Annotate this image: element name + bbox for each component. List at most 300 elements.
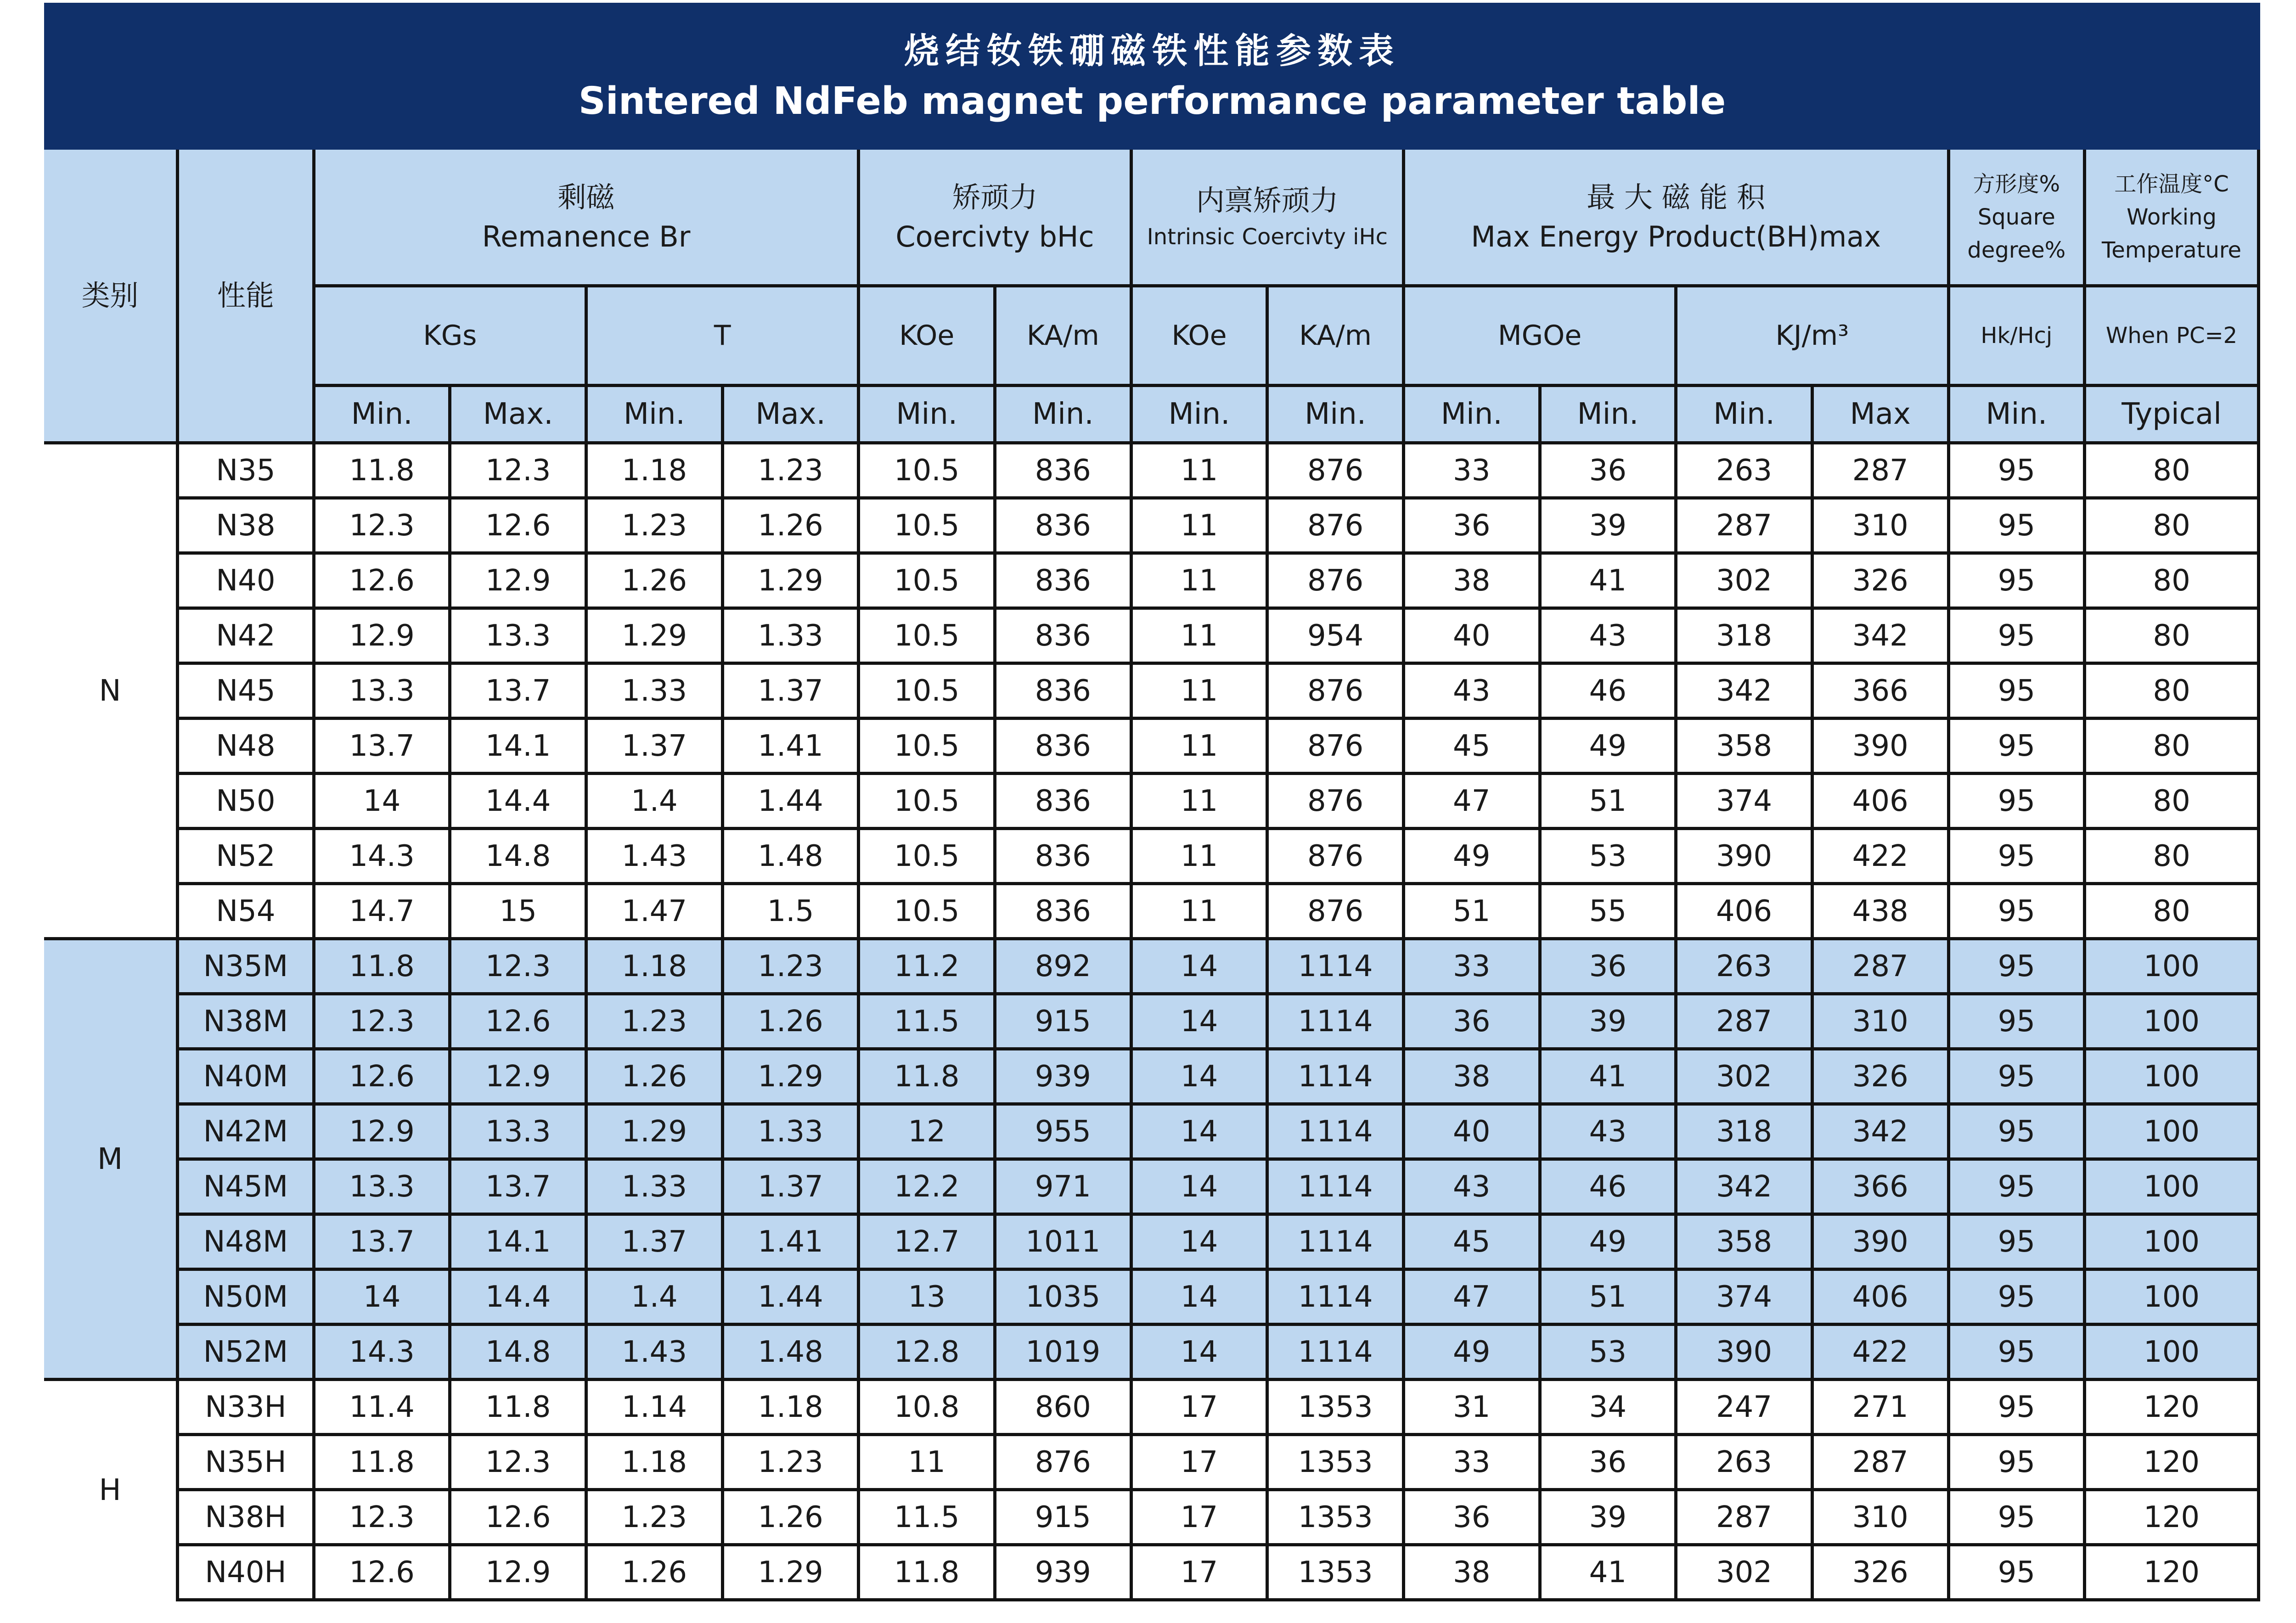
value-cell: 1114 [1267, 1104, 1404, 1159]
value-cell: 11.5 [859, 1490, 995, 1545]
value-cell: 12.9 [450, 1049, 586, 1104]
grade-cell: N35M [178, 939, 314, 994]
value-cell: 11.8 [859, 1545, 995, 1600]
value-cell: 366 [1812, 1159, 1948, 1214]
value-cell: 271 [1812, 1380, 1948, 1435]
table-body [44, 443, 2259, 1600]
value-cell: 1.47 [586, 884, 723, 939]
value-cell: 45 [1403, 1214, 1540, 1269]
value-cell: 287 [1676, 498, 1812, 553]
value-cell: 49 [1403, 829, 1540, 884]
value-cell: 10.5 [859, 719, 995, 774]
value-cell: 326 [1812, 1545, 1948, 1600]
value-cell: 14 [1131, 1159, 1267, 1214]
value-cell: 14 [1131, 939, 1267, 994]
value-cell: 11.4 [314, 1380, 450, 1435]
value-cell: 390 [1676, 1325, 1812, 1380]
value-cell: 12.9 [450, 1545, 586, 1600]
value-cell: 406 [1812, 774, 1948, 829]
value-cell: 11 [1131, 719, 1267, 774]
value-cell: 11 [1131, 443, 1267, 498]
grade-cell: N50 [178, 774, 314, 829]
grade-cell: N52 [178, 829, 314, 884]
unit-mgoe: MGOe [1403, 286, 1676, 386]
value-cell: 287 [1676, 994, 1812, 1049]
value-cell: 915 [995, 994, 1131, 1049]
value-cell: 12.6 [314, 553, 450, 608]
unit-when-pc: When PC=2 [2085, 286, 2259, 386]
value-cell: 12.8 [859, 1325, 995, 1380]
value-cell: 836 [995, 498, 1131, 553]
table-row [44, 498, 2259, 553]
value-cell: 876 [1267, 553, 1404, 608]
value-cell: 1.23 [722, 939, 859, 994]
table-row [44, 829, 2259, 884]
value-cell: 876 [1267, 663, 1404, 719]
header-intrinsic-en: Intrinsic Coercivty iHc [1147, 224, 1388, 250]
grade-cell: N38H [178, 1490, 314, 1545]
table-row [44, 719, 2259, 774]
value-cell: 120 [2085, 1380, 2259, 1435]
value-cell: 1114 [1267, 1325, 1404, 1380]
value-cell: 342 [1676, 1159, 1812, 1214]
value-cell: 36 [1540, 1435, 1676, 1490]
value-cell: 1.23 [722, 443, 859, 498]
value-cell: 12.3 [450, 1435, 586, 1490]
value-cell: 14 [314, 1269, 450, 1325]
value-cell: 955 [995, 1104, 1131, 1159]
title-chinese: 烧结钕铁硼磁铁性能参数表 [904, 30, 1400, 71]
value-cell: 40 [1403, 1104, 1540, 1159]
value-cell: 14.7 [314, 884, 450, 939]
value-cell: 43 [1403, 1159, 1540, 1214]
unit-kjm3: KJ/m³ [1676, 286, 1948, 386]
value-cell: 11 [1131, 884, 1267, 939]
value-cell: 17 [1131, 1435, 1267, 1490]
value-cell: 836 [995, 553, 1131, 608]
table-row [44, 1325, 2259, 1380]
value-cell: 1114 [1267, 1269, 1404, 1325]
value-cell: 100 [2085, 994, 2259, 1049]
value-cell: 80 [2085, 553, 2259, 608]
value-cell: 14.3 [314, 829, 450, 884]
header-square-en1: Square [1977, 204, 2055, 230]
table-row [44, 884, 2259, 939]
table-row [44, 1049, 2259, 1104]
subheader-cell: Max. [450, 386, 586, 443]
value-cell: 876 [1267, 498, 1404, 553]
grade-cell: N35 [178, 443, 314, 498]
value-cell: 95 [1948, 663, 2085, 719]
value-cell: 12.6 [314, 1545, 450, 1600]
value-cell: 1.43 [586, 1325, 723, 1380]
value-cell: 36 [1540, 939, 1676, 994]
value-cell: 836 [995, 663, 1131, 719]
value-cell: 46 [1540, 663, 1676, 719]
value-cell: 95 [1948, 1325, 2085, 1380]
header-coercivity-en: Coercivty bHc [895, 219, 1094, 253]
value-cell: 14 [1131, 1214, 1267, 1269]
value-cell: 43 [1540, 1104, 1676, 1159]
header-temperature-en1: Working [2127, 204, 2217, 230]
header-energy-zh: 最 大 磁 能 积 [1587, 180, 1766, 214]
value-cell: 36 [1540, 443, 1676, 498]
value-cell: 836 [995, 719, 1131, 774]
value-cell: 876 [1267, 829, 1404, 884]
value-cell: 358 [1676, 719, 1812, 774]
value-cell: 14 [1131, 1325, 1267, 1380]
value-cell: 14 [1131, 1269, 1267, 1325]
value-cell: 263 [1676, 1435, 1812, 1490]
value-cell: 1.29 [722, 1049, 859, 1104]
value-cell: 1.33 [586, 663, 723, 719]
value-cell: 860 [995, 1380, 1131, 1435]
header-temperature-zh: 工作温度°C [2114, 171, 2229, 197]
subheader-cell: Min. [1540, 386, 1676, 443]
value-cell: 1.26 [586, 1049, 723, 1104]
grade-cell: N42 [178, 608, 314, 663]
value-cell: 13.3 [314, 1159, 450, 1214]
value-cell: 892 [995, 939, 1131, 994]
value-cell: 33 [1403, 1435, 1540, 1490]
value-cell: 406 [1676, 884, 1812, 939]
value-cell: 1353 [1267, 1490, 1404, 1545]
value-cell: 836 [995, 774, 1131, 829]
grade-cell: N42M [178, 1104, 314, 1159]
value-cell: 1.26 [722, 498, 859, 553]
value-cell: 95 [1948, 1545, 2085, 1600]
value-cell: 1.26 [722, 1490, 859, 1545]
value-cell: 836 [995, 608, 1131, 663]
subheader-cell: Min. [1131, 386, 1267, 443]
value-cell: 310 [1812, 994, 1948, 1049]
value-cell: 41 [1540, 1545, 1676, 1600]
value-cell: 100 [2085, 1325, 2259, 1380]
value-cell: 11 [1131, 608, 1267, 663]
value-cell: 120 [2085, 1435, 2259, 1490]
value-cell: 10.5 [859, 663, 995, 719]
value-cell: 876 [1267, 774, 1404, 829]
value-cell: 95 [1948, 829, 2085, 884]
header-remanence-en: Remanence Br [482, 219, 691, 253]
value-cell: 13.7 [450, 663, 586, 719]
value-cell: 11 [1131, 829, 1267, 884]
value-cell: 1114 [1267, 994, 1404, 1049]
grade-cell: N50M [178, 1269, 314, 1325]
parameter-sheet [44, 3, 2260, 1601]
value-cell: 15 [450, 884, 586, 939]
value-cell: 10.5 [859, 774, 995, 829]
value-cell: 47 [1403, 774, 1540, 829]
value-cell: 11.8 [314, 443, 450, 498]
value-cell: 836 [995, 829, 1131, 884]
value-cell: 287 [1812, 1435, 1948, 1490]
subheader-cell: Min. [859, 386, 995, 443]
value-cell: 836 [995, 443, 1131, 498]
value-cell: 40 [1403, 608, 1540, 663]
value-cell: 10.5 [859, 608, 995, 663]
category-cell: H [44, 1380, 178, 1600]
value-cell: 1114 [1267, 939, 1404, 994]
value-cell: 1011 [995, 1214, 1131, 1269]
value-cell: 39 [1540, 1490, 1676, 1545]
value-cell: 13.7 [450, 1159, 586, 1214]
value-cell: 342 [1812, 608, 1948, 663]
subheader-cell: Max [1812, 386, 1948, 443]
grade-cell: N38M [178, 994, 314, 1049]
table-row [44, 1269, 2259, 1325]
value-cell: 12.6 [450, 994, 586, 1049]
table-row [44, 1214, 2259, 1269]
value-cell: 1.18 [722, 1380, 859, 1435]
unit-kam-bhc: KA/m [995, 286, 1131, 386]
table-row [44, 1435, 2259, 1490]
value-cell: 14 [1131, 1049, 1267, 1104]
grade-cell: N48 [178, 719, 314, 774]
value-cell: 390 [1812, 1214, 1948, 1269]
unit-kam-ihc: KA/m [1267, 286, 1404, 386]
value-cell: 1.18 [586, 443, 723, 498]
value-cell: 80 [2085, 663, 2259, 719]
table-row [44, 994, 2259, 1049]
value-cell: 11 [859, 1435, 995, 1490]
value-cell: 95 [1948, 1049, 2085, 1104]
value-cell: 95 [1948, 1269, 2085, 1325]
table-row [44, 608, 2259, 663]
value-cell: 12.3 [314, 1490, 450, 1545]
header-energy [1403, 150, 1948, 286]
header-performance: 性能 [178, 150, 314, 443]
value-cell: 366 [1812, 663, 1948, 719]
subheader-cell: Min. [1267, 386, 1404, 443]
value-cell: 1.33 [722, 1104, 859, 1159]
value-cell: 11.8 [314, 939, 450, 994]
value-cell: 14.4 [450, 1269, 586, 1325]
value-cell: 100 [2085, 1104, 2259, 1159]
value-cell: 12.3 [314, 994, 450, 1049]
value-cell: 422 [1812, 1325, 1948, 1380]
value-cell: 287 [1812, 443, 1948, 498]
value-cell: 876 [1267, 443, 1404, 498]
value-cell: 287 [1812, 939, 1948, 994]
value-cell: 939 [995, 1545, 1131, 1600]
value-cell: 11 [1131, 663, 1267, 719]
subheader-cell: Typical [2085, 386, 2259, 443]
title-english: Sintered NdFeb magnet performance parameter table [578, 79, 1726, 123]
header-category: 类别 [44, 150, 178, 443]
value-cell: 95 [1948, 994, 2085, 1049]
grade-cell: N52M [178, 1325, 314, 1380]
value-cell: 10.5 [859, 498, 995, 553]
value-cell: 95 [1948, 1104, 2085, 1159]
value-cell: 41 [1540, 1049, 1676, 1104]
value-cell: 36 [1403, 498, 1540, 553]
value-cell: 1.41 [722, 719, 859, 774]
value-cell: 12.3 [450, 939, 586, 994]
value-cell: 95 [1948, 884, 2085, 939]
value-cell: 80 [2085, 498, 2259, 553]
header-remanence [314, 150, 859, 286]
value-cell: 11.2 [859, 939, 995, 994]
value-cell: 1353 [1267, 1380, 1404, 1435]
value-cell: 11.5 [859, 994, 995, 1049]
value-cell: 326 [1812, 553, 1948, 608]
value-cell: 915 [995, 1490, 1131, 1545]
value-cell: 390 [1676, 829, 1812, 884]
value-cell: 326 [1812, 1049, 1948, 1104]
value-cell: 876 [1267, 719, 1404, 774]
grade-cell: N40 [178, 553, 314, 608]
value-cell: 38 [1403, 1545, 1540, 1600]
value-cell: 33 [1403, 443, 1540, 498]
header-coercivity [859, 150, 1131, 286]
category-cell: M [44, 939, 178, 1380]
value-cell: 14.1 [450, 719, 586, 774]
value-cell: 95 [1948, 1490, 2085, 1545]
title-bar [44, 3, 2260, 150]
table-row [44, 1159, 2259, 1214]
value-cell: 13.7 [314, 719, 450, 774]
unit-kgs: KGs [314, 286, 586, 386]
value-cell: 95 [1948, 443, 2085, 498]
value-cell: 46 [1540, 1159, 1676, 1214]
unit-tesla: T [586, 286, 859, 386]
table-row [44, 1490, 2259, 1545]
value-cell: 14.4 [450, 774, 586, 829]
value-cell: 1.23 [586, 994, 723, 1049]
value-cell: 1019 [995, 1325, 1131, 1380]
value-cell: 302 [1676, 553, 1812, 608]
value-cell: 100 [2085, 1214, 2259, 1269]
value-cell: 14 [314, 774, 450, 829]
value-cell: 10.5 [859, 829, 995, 884]
value-cell: 43 [1540, 608, 1676, 663]
subheader-row [44, 386, 2259, 443]
value-cell: 1.41 [722, 1214, 859, 1269]
value-cell: 11 [1131, 498, 1267, 553]
table-row [44, 1380, 2259, 1435]
value-cell: 287 [1676, 1490, 1812, 1545]
value-cell: 1.29 [586, 608, 723, 663]
header-energy-en: Max Energy Product(BH)max [1471, 219, 1881, 253]
value-cell: 11 [1131, 774, 1267, 829]
value-cell: 318 [1676, 608, 1812, 663]
value-cell: 1.29 [586, 1104, 723, 1159]
value-cell: 1.18 [586, 1435, 723, 1490]
value-cell: 80 [2085, 829, 2259, 884]
value-cell: 34 [1540, 1380, 1676, 1435]
value-cell: 247 [1676, 1380, 1812, 1435]
grade-cell: N38 [178, 498, 314, 553]
value-cell: 12.6 [450, 498, 586, 553]
value-cell: 954 [1267, 608, 1404, 663]
subheader-cell: Min. [1948, 386, 2085, 443]
subheader-cell: Min. [995, 386, 1131, 443]
value-cell: 51 [1540, 1269, 1676, 1325]
value-cell: 310 [1812, 498, 1948, 553]
value-cell: 12.3 [314, 498, 450, 553]
value-cell: 12.6 [314, 1049, 450, 1104]
unit-koe-ihc: KOe [1131, 286, 1267, 386]
value-cell: 51 [1403, 884, 1540, 939]
value-cell: 12.9 [314, 608, 450, 663]
value-cell: 11 [1131, 553, 1267, 608]
value-cell: 14.1 [450, 1214, 586, 1269]
value-cell: 95 [1948, 939, 2085, 994]
value-cell: 95 [1948, 1380, 2085, 1435]
value-cell: 14.8 [450, 829, 586, 884]
category-cell: N [44, 443, 178, 939]
value-cell: 263 [1676, 939, 1812, 994]
value-cell: 95 [1948, 553, 2085, 608]
value-cell: 13.3 [314, 663, 450, 719]
value-cell: 1353 [1267, 1545, 1404, 1600]
value-cell: 1.5 [722, 884, 859, 939]
value-cell: 374 [1676, 1269, 1812, 1325]
value-cell: 14.3 [314, 1325, 450, 1380]
value-cell: 53 [1540, 1325, 1676, 1380]
value-cell: 1.14 [586, 1380, 723, 1435]
grade-cell: N45 [178, 663, 314, 719]
header-temperature-en2: Temperature [2102, 237, 2242, 263]
subheader-cell: Max. [722, 386, 859, 443]
unit-koe-bhc: KOe [859, 286, 995, 386]
value-cell: 342 [1676, 663, 1812, 719]
value-cell: 80 [2085, 443, 2259, 498]
value-cell: 1.33 [586, 1159, 723, 1214]
value-cell: 36 [1403, 994, 1540, 1049]
value-cell: 12.2 [859, 1159, 995, 1214]
value-cell: 939 [995, 1049, 1131, 1104]
value-cell: 438 [1812, 884, 1948, 939]
value-cell: 310 [1812, 1490, 1948, 1545]
value-cell: 12.3 [450, 443, 586, 498]
value-cell: 12.6 [450, 1490, 586, 1545]
value-cell: 1.23 [586, 1490, 723, 1545]
value-cell: 1.26 [586, 553, 723, 608]
value-cell: 14 [1131, 994, 1267, 1049]
value-cell: 80 [2085, 719, 2259, 774]
value-cell: 1.44 [722, 1269, 859, 1325]
value-cell: 1.37 [722, 663, 859, 719]
value-cell: 13.7 [314, 1214, 450, 1269]
value-cell: 1.37 [586, 719, 723, 774]
value-cell: 45 [1403, 719, 1540, 774]
value-cell: 10.5 [859, 443, 995, 498]
value-cell: 1.44 [722, 774, 859, 829]
value-cell: 302 [1676, 1545, 1812, 1600]
header-remanence-zh: 剩磁 [557, 180, 615, 214]
value-cell: 17 [1131, 1490, 1267, 1545]
value-cell: 80 [2085, 608, 2259, 663]
header-temperature [2085, 150, 2259, 286]
value-cell: 14 [1131, 1104, 1267, 1159]
table-row [44, 1104, 2259, 1159]
value-cell: 12.9 [314, 1104, 450, 1159]
value-cell: 17 [1131, 1545, 1267, 1600]
table-row [44, 774, 2259, 829]
table-row [44, 939, 2259, 994]
value-cell: 38 [1403, 553, 1540, 608]
value-cell: 13 [859, 1269, 995, 1325]
value-cell: 13.3 [450, 1104, 586, 1159]
value-cell: 422 [1812, 829, 1948, 884]
value-cell: 1.23 [586, 498, 723, 553]
value-cell: 38 [1403, 1049, 1540, 1104]
table-row [44, 1545, 2259, 1600]
grade-cell: N33H [178, 1380, 314, 1435]
value-cell: 10.5 [859, 884, 995, 939]
